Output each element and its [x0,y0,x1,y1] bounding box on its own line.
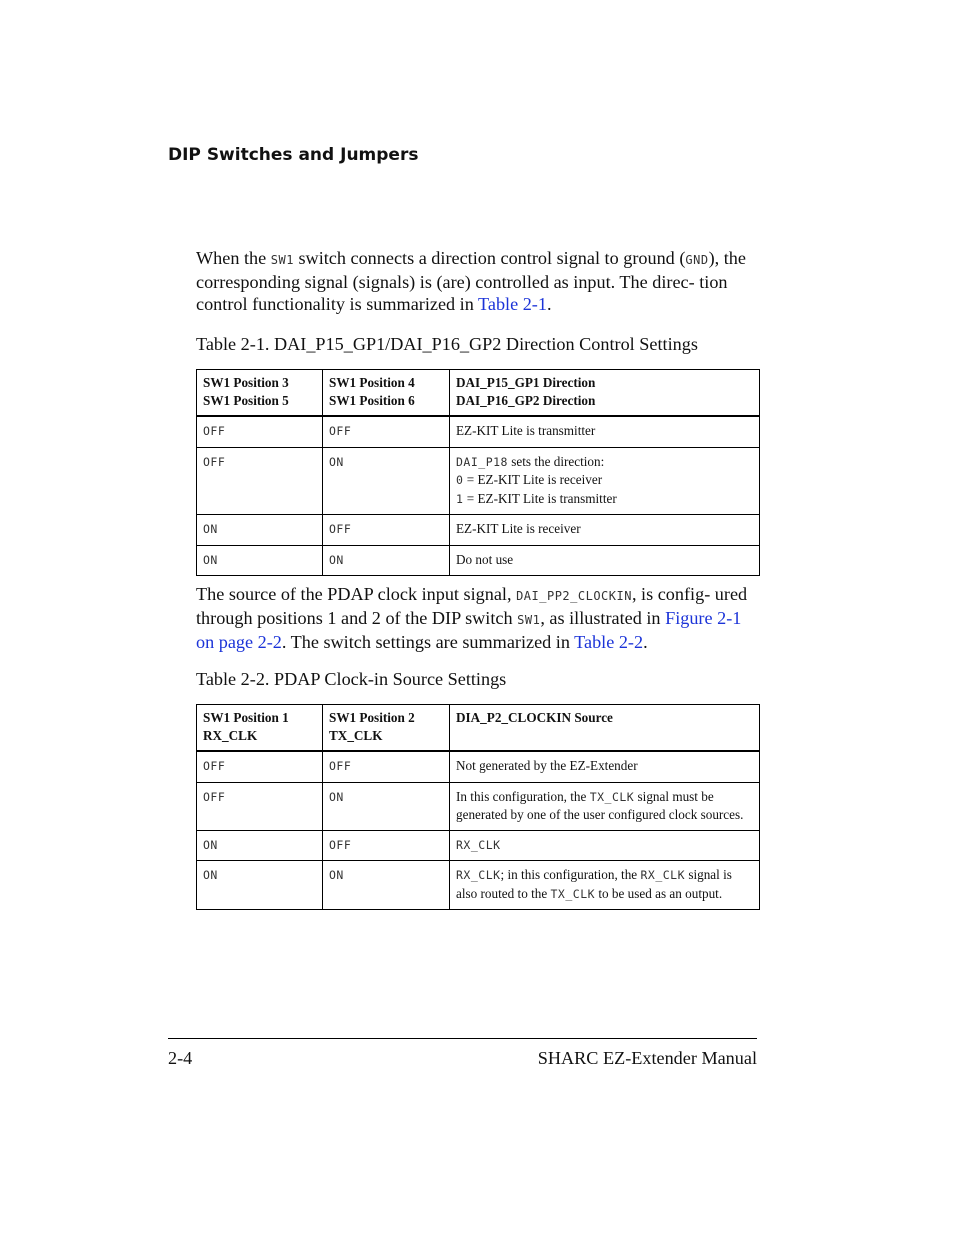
header-text: DAI_P16_GP2 Direction [456,392,596,408]
text: . [546,294,552,314]
cell-value: OFF [203,759,226,773]
cell-value: to be used as an output. [595,885,723,901]
cell-value: = EZ-KIT Lite is receiver [463,472,603,487]
link-figure-2-1[interactable]: Figure 2-1 on page 2-2 [196,608,742,652]
cell-value: ON [203,868,218,882]
code-zero: 0 [456,473,464,487]
cell-value: OFF [203,424,226,438]
code-sw1: SW1 [517,613,541,627]
header-text: SW1 Position 1 [203,710,289,725]
cell-value: OFF [203,789,226,804]
header-text: SW1 Position 5 [203,392,289,408]
cell-value: sets the direction: [507,453,605,469]
cell-value: ON [203,522,218,536]
cell-value: OFF [329,759,352,773]
section-heading: DIP Switches and Jumpers [168,145,419,165]
header-cell [450,370,760,416]
table-row [197,417,760,448]
header-text: RX_CLK [203,727,258,743]
header-cell [323,370,450,416]
header-cell [197,705,323,751]
text: When the [196,248,271,268]
header-text: SW1 Position 6 [329,392,415,408]
header-text: DIA_P2_CLOCKIN Source [456,710,613,725]
header-text: SW1 Position 4 [329,375,415,390]
code-gnd: GND [685,253,709,267]
text: ), the corresponding signal (signals) is (are) controlled as input. The direc- tion control functionality is summarized in [196,248,746,314]
table-header-row [197,370,760,416]
table-row [197,830,760,861]
code-one: 1 [456,491,464,506]
text: The source of the PDAP clock input signal, [196,584,517,604]
header-cell [197,370,323,416]
text: . [643,632,648,652]
table-header-row [197,705,760,751]
table-row [197,447,760,515]
page-number: 2-4 [168,1048,193,1068]
cell-value: Not generated by the EZ-Extender [456,758,638,773]
cell-value: ON [329,454,344,469]
cell-value: OFF [329,424,352,438]
header-text: TX_CLK [329,727,383,743]
code-rx-clk: RX_CLK [456,868,501,882]
cell-value: OFF [329,522,352,536]
cell-value: EZ-KIT Lite is transmitter [456,423,596,438]
code-rx-clk: RX_CLK [640,868,686,882]
cell-value: In this configuration, the [456,788,590,804]
code-sw1: SW1 [270,253,294,267]
code-tx-clk: TX_CLK [550,886,596,901]
header-cell [323,705,450,751]
cell-value: ON [329,789,344,804]
direction-control-table [196,369,760,576]
cell-value: EZ-KIT Lite is receiver [456,521,581,536]
table-row [197,752,760,783]
cell-value: ; in this configuration, the [500,867,641,882]
text: , as illustrated in [540,608,666,628]
table-row [197,545,760,576]
code-dai-p18: DAI_P18 [456,454,508,469]
cell-value: ON [329,868,344,882]
code-tx-clk: TX_CLK [589,789,635,804]
link-table-2-2[interactable]: Table 2-2 [574,632,644,652]
table-row [197,861,760,910]
cell-value: = EZ-KIT Lite is transmitter [463,490,617,506]
manual-title: SHARC EZ-Extender Manual [537,1048,757,1068]
table-row [197,515,760,546]
cell-value: OFF [329,837,352,852]
text: . The switch settings are summarized in [281,632,575,652]
code-dai-pp2-clockin: DAI_PP2_CLOCKIN [516,589,632,603]
cell-value: Do not use [456,551,514,567]
clock-source-table [196,704,760,910]
paragraph-pdap-clock [196,583,758,653]
text: , is config- ured through positions 1 and 2 of the DIP switch [196,584,748,628]
table-2-caption: Table 2-2. PDAP Clock-in Source Settings [196,669,507,689]
header-cell [450,705,760,751]
header-text: DAI_P15_GP1 Direction [456,375,596,390]
table-1-caption: Table 2-1. DAI_P15_GP1/DAI_P16_GP2 Direction Control Settings [196,334,698,354]
cell-value: ON [203,837,218,852]
code-rx-clk: RX_CLK [456,837,501,852]
footer-divider [168,1038,757,1039]
cell-value: OFF [203,454,226,469]
text: switch connects a direction control signal to ground ( [293,248,686,268]
cell-value: signal must be generated by one of the user configured clock sources. [456,788,744,822]
header-text: SW1 Position 3 [203,375,289,390]
header-text: SW1 Position 2 [329,710,415,725]
cell-value: ON [203,552,218,567]
cell-value: ON [329,552,344,567]
link-table-2-1[interactable]: Table 2-1 [478,294,547,314]
cell-value: signal is also routed to the [456,867,732,901]
table-row [197,782,760,830]
paragraph-direction-control [196,247,758,315]
